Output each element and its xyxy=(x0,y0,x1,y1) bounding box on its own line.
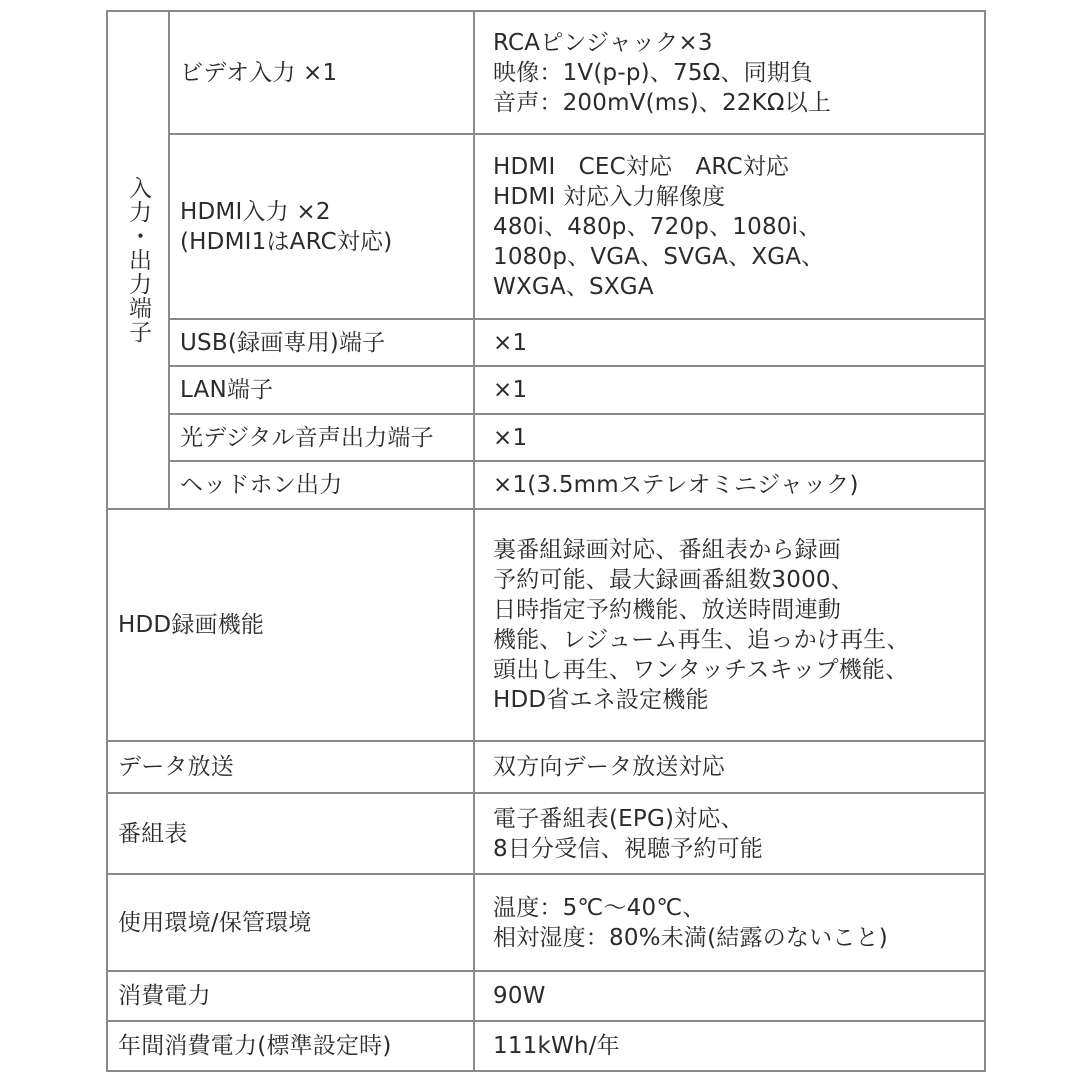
value-hdmi-input xyxy=(475,135,986,318)
value-headphone-output xyxy=(475,462,986,508)
value-line: HDD省エネ設定機能 xyxy=(493,687,709,713)
value-line: ×1 xyxy=(493,424,528,451)
label-headphone-output xyxy=(170,462,475,508)
value-line: 日時指定予約機能、放送時間連動 xyxy=(493,597,841,623)
label-hdmi-input xyxy=(170,135,475,318)
label-hdd-recording xyxy=(108,510,475,740)
value-line: 111kWh/年 xyxy=(493,1033,620,1059)
label-text: HDD録画機能 xyxy=(118,612,265,638)
value-line: ×1 xyxy=(493,329,528,356)
divider xyxy=(168,365,986,367)
divider xyxy=(473,12,475,1070)
value-line: 音声：200mV(ms)、22KΩ以上 xyxy=(493,89,832,116)
divider xyxy=(108,873,986,875)
value-video-input xyxy=(475,12,986,133)
spec-table xyxy=(106,10,986,1072)
value-line: 480i、480p、720p、1080i、 xyxy=(493,213,822,240)
value-annual-power xyxy=(475,1022,986,1070)
value-line: RCAピンジャック×3 xyxy=(493,29,713,56)
divider xyxy=(168,318,986,320)
divider xyxy=(108,970,986,972)
value-power-consumption xyxy=(475,972,986,1020)
label-text: ヘッドホン出力 xyxy=(180,472,343,498)
value-line: ×1 xyxy=(493,377,528,403)
label-text: LAN端子 xyxy=(180,377,274,403)
group-label-io-terminals xyxy=(108,12,168,508)
label-text: (HDMI1はARC対応) xyxy=(180,228,393,255)
divider xyxy=(108,508,986,510)
label-text: ビデオ入力 ×1 xyxy=(180,59,338,86)
label-usb-terminal xyxy=(170,320,475,365)
value-line: 90W xyxy=(493,983,546,1009)
label-video-input xyxy=(170,12,475,133)
value-optical-output xyxy=(475,415,986,460)
divider xyxy=(108,792,986,794)
value-program-guide xyxy=(475,794,986,873)
label-text: 年間消費電力(標準設定時) xyxy=(118,1033,392,1059)
label-lan-terminal xyxy=(170,367,475,413)
label-text: 番組表 xyxy=(118,820,188,847)
value-line: HDMI 対応入力解像度 xyxy=(493,183,726,210)
value-line: 8日分受信、視聴予約可能 xyxy=(493,835,764,862)
divider xyxy=(108,740,986,742)
value-line: 1080p、VGA、SVGA、XGA、 xyxy=(493,243,825,270)
group-label-text: 入力・出力端子 xyxy=(125,176,151,344)
divider xyxy=(168,12,170,508)
value-line: WXGA、SXGA xyxy=(493,273,654,300)
value-usb-terminal xyxy=(475,320,986,365)
label-text: 消費電力 xyxy=(118,983,211,1009)
value-lan-terminal xyxy=(475,367,986,413)
label-data-broadcast xyxy=(108,742,475,792)
divider xyxy=(168,133,986,135)
value-line: 温度：5℃～40℃、 xyxy=(493,894,706,921)
divider xyxy=(168,460,986,462)
label-program-guide xyxy=(108,794,475,873)
divider xyxy=(168,413,986,415)
value-line: 裏番組録画対応、番組表から録画 xyxy=(493,537,841,563)
value-line: HDMI CEC対応 ARC対応 xyxy=(493,153,790,180)
label-optical-output xyxy=(170,415,475,460)
label-text: USB(録画専用)端子 xyxy=(180,329,386,356)
label-environment xyxy=(108,875,475,970)
value-hdd-recording xyxy=(475,510,986,740)
label-text: 使用環境/保管環境 xyxy=(118,909,312,936)
value-line: 相対湿度：80%未満(結露のないこと) xyxy=(493,924,888,951)
value-line: 映像：1V(p-p)、75Ω、同期負 xyxy=(493,59,814,86)
divider xyxy=(108,1020,986,1022)
label-text: データ放送 xyxy=(118,754,234,780)
value-line: 電子番組表(EPG)対応、 xyxy=(493,805,744,832)
value-line: ×1(3.5mmステレオミニジャック) xyxy=(493,472,859,498)
label-annual-power xyxy=(108,1022,475,1070)
value-line: 頭出し再生、ワンタッチスキップ機能、 xyxy=(493,657,909,683)
value-data-broadcast xyxy=(475,742,986,792)
value-line: 予約可能、最大録画番組数3000、 xyxy=(493,567,854,593)
value-line: 機能、レジューム再生、追っかけ再生、 xyxy=(493,627,910,653)
label-power-consumption xyxy=(108,972,475,1020)
label-text: 光デジタル音声出力端子 xyxy=(180,424,434,451)
value-line: 双方向データ放送対応 xyxy=(493,754,725,780)
label-text: HDMI入力 ×2 xyxy=(180,198,331,225)
value-environment xyxy=(475,875,986,970)
